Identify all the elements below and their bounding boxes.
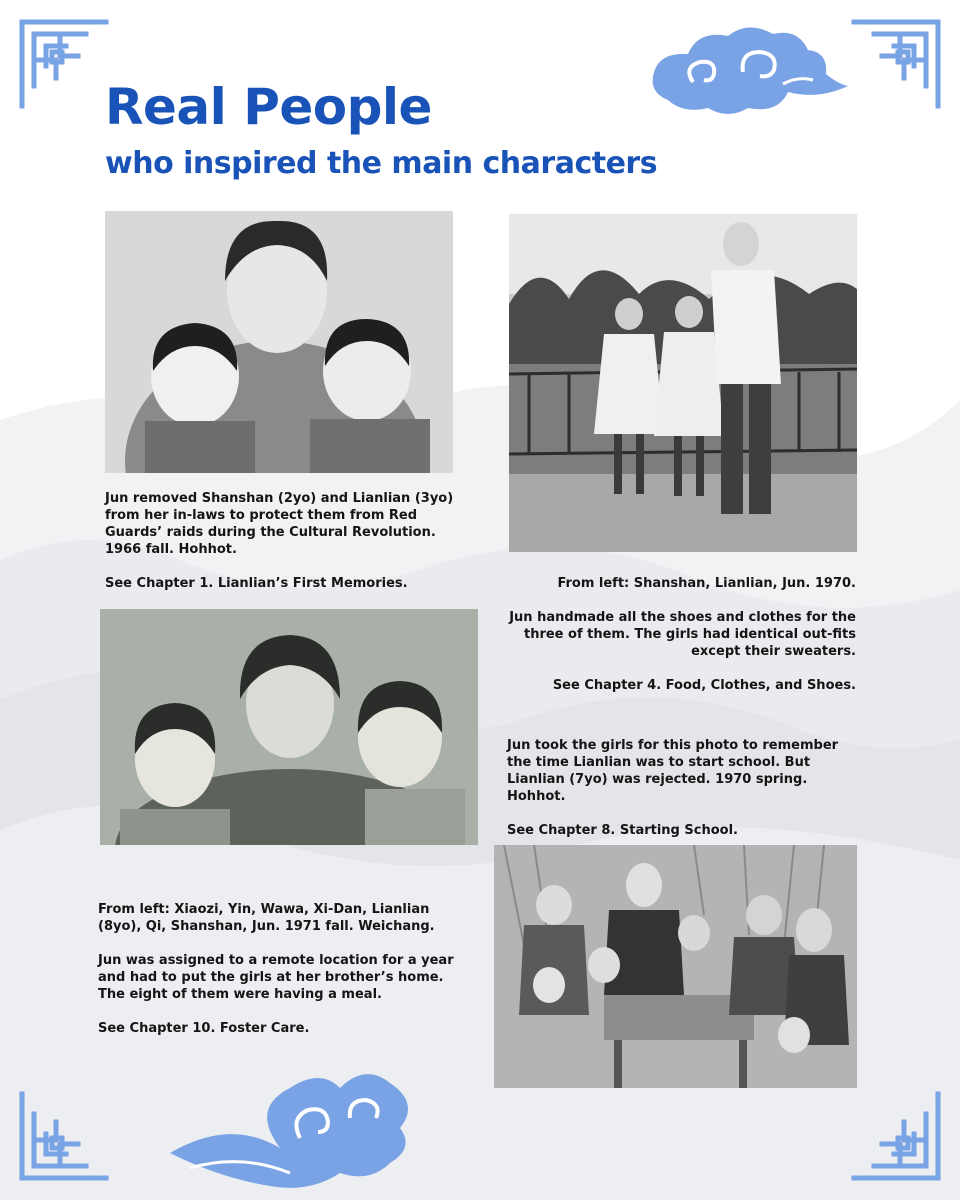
auspicious-cloud-wave-icon — [170, 1058, 420, 1193]
caption-photo4 — [98, 901, 458, 1037]
photo-group-meal — [494, 845, 857, 1088]
chinese-lattice-corner-icon — [16, 1088, 112, 1184]
photo-mother-between-girls — [100, 609, 478, 845]
chinese-lattice-corner-icon — [848, 1088, 944, 1184]
caption-text: Jun handmade all the shoes and clothes for the three of them. The girls had identical out-fits except their sweaters. — [509, 610, 856, 659]
page-subtitle: who inspired the main characters — [105, 146, 658, 181]
chinese-lattice-corner-icon — [16, 16, 112, 112]
chapter-reference: See Chapter 1. Lianlian’s First Memories. — [105, 576, 408, 591]
auspicious-cloud-icon — [648, 22, 848, 122]
chapter-reference: See Chapter 4. Food, Clothes, and Shoes. — [552, 678, 856, 693]
caption-text: Jun took the girls for this photo to remember the time Lianlian was to start school. But Lianlian (7yo) was rejected. 1970 spring. Hohhot. — [507, 738, 839, 804]
page-title: Real People — [105, 78, 432, 136]
chapter-reference: See Chapter 8. Starting School. — [507, 823, 738, 838]
caption-text: Jun removed Shanshan (2yo) and Lianlian (3yo) from her in-laws to protect them from Red Guards’ raids during the Cultural Revolution. 1966 fall. Hohhot. — [105, 491, 454, 557]
caption-names: From left: Xiaozi, Yin, Wawa, Xi-Dan, Lianlian (8yo), Qi, Shanshan, Jun. 1971 fall. Weichang. — [98, 902, 435, 934]
photo-girls-standing-outdoors — [509, 214, 857, 552]
photo-mother-and-toddlers — [105, 211, 453, 473]
caption-photo2 — [500, 575, 856, 694]
caption-names: From left: Shanshan, Lianlian, Jun. 1970. — [557, 576, 856, 591]
chinese-lattice-corner-icon — [848, 16, 944, 112]
caption-text: Jun was assigned to a remote location for a year and had to put the girls at her brother’s home. The eight of them were having a meal. — [98, 953, 454, 1002]
caption-photo1 — [105, 490, 465, 592]
chapter-reference: See Chapter 10. Foster Care. — [98, 1021, 310, 1036]
caption-photo3 — [507, 737, 859, 839]
